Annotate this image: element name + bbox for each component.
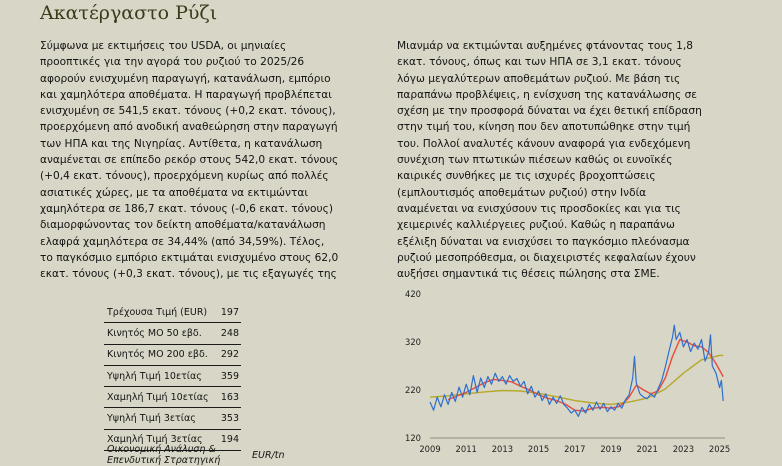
table-row (104, 387, 241, 408)
table-row (104, 408, 241, 429)
series-line-price (430, 325, 723, 416)
right-line: Μιανμάρ να εκτιμώνται αυξημένες φτάνοντας τους 1,8 (397, 40, 693, 52)
stat-value: 292 (209, 344, 241, 365)
price-stats-table (104, 302, 241, 451)
y-tick-label: 420 (405, 289, 421, 299)
left-line: ασιατικές χώρες, με τα αποθέματα να εκτιμώνται (40, 186, 308, 199)
right-line: καιρικές συνθήκες με τις ισχυρές βροχοπτώσεις (397, 170, 656, 183)
source-unit: EUR/tn (252, 450, 285, 461)
right-line: λόγω μεγαλύτερων αποθεμάτων ρυζιού. Με βάση τις (397, 72, 681, 85)
right-line: εξέλιξη δύναται να ενισχύσει το παγκόσμιο πλεόνασμα (397, 235, 690, 248)
source-label (107, 444, 220, 466)
stat-value: 197 (209, 302, 241, 323)
y-tick-label: 120 (405, 433, 421, 443)
right-line: αναμένεται να ενισχύσουν τις προσδοκίες και για τις (397, 202, 681, 215)
page-title: Ακατέργαστο Ρύζι (40, 2, 218, 24)
left-line: και χαμηλότερα αποθέματα. Η παραγωγή προβλέπεται (40, 88, 332, 101)
right-line: παραπάνω προβλέψεις, η ενίσχυση της κατανάλωσης σε (397, 88, 698, 101)
stat-value: 353 (209, 408, 241, 429)
right-line: χειμερινές καλλιέργειες ρυζιού. Καθώς η παραπάνω (397, 219, 675, 232)
left-line: ενισχυμένη σε 541,5 εκατ. τόνους (+0,2 εκατ. τόνους), (40, 105, 336, 118)
x-tick-label: 2023 (672, 444, 695, 454)
stat-label: Υψηλή Τιμή 10ετίας (104, 365, 209, 386)
x-tick-label: 2025 (708, 444, 731, 454)
x-tick-label: 2017 (564, 444, 586, 454)
x-tick-label: 2009 (419, 444, 441, 454)
price-chart (395, 285, 735, 461)
x-tick-label: 2015 (527, 444, 550, 454)
left-line: προερχόμενη από ανοδική αναθεώρηση στην παραγωγή (40, 121, 338, 134)
left-line: εκατ. τόνους (+0,3 εκατ. τόνους), με τις εξαγωγές της (40, 268, 337, 281)
left-line: χαμηλότερα σε 186,7 εκατ. τόνους (-0,6 εκατ. τόνους) (40, 202, 334, 215)
y-tick-label: 320 (405, 337, 421, 347)
table-row (104, 323, 241, 344)
x-tick-label: 2013 (491, 444, 514, 454)
left-line: διαμορφώνοντας τον δείκτη αποθέματα/κατανάλωση (40, 219, 326, 232)
left-line: ελαφρά χαμηλότερα σε 34,44% (από 34,59%). Τέλος, (40, 235, 325, 248)
article-column-right (397, 38, 702, 282)
y-tick-label: 220 (405, 385, 421, 395)
table-row (104, 365, 241, 386)
source-label-line-1: Οικονομική Ανάλυση & (107, 444, 216, 455)
stat-label: Χαμηλή Τιμή 3ετίας (104, 429, 209, 450)
table-row (104, 344, 241, 365)
right-line: του. Πολλοί αναλυτές κάνουν αναφορά για ενδεχόμενη (397, 137, 691, 150)
right-line: (εμπλουτισμός αποθεμάτων ρυζιού) στην Ινδία (397, 186, 647, 199)
stat-value: 359 (209, 365, 241, 386)
stat-label: Χαμηλή Τιμή 10ετίας (104, 387, 209, 408)
left-line: των ΗΠΑ και της Νιγηρίας. Αντίθετα, η κατανάλωση (40, 137, 323, 150)
stat-label: Υψηλή Τιμή 3ετίας (104, 408, 209, 429)
right-line: σχέση με την προσφορά δύναται να έχει θετική επίδραση (397, 105, 702, 118)
x-tick-label: 2011 (455, 444, 477, 454)
left-line: αναμένεται σε επίπεδο ρεκόρ στους 542,0 εκατ. τόνους (40, 154, 339, 167)
stat-label: Κινητός ΜΟ 200 εβδ. (104, 344, 209, 365)
left-line: αφορούν ενισχυμένη παραγωγή, κατανάλωση, εμπόριο (40, 72, 331, 85)
right-line: στην τιμή του, κίνηση που δεν αποτυπώθηκε στην τιμή (397, 121, 691, 134)
stat-value: 248 (209, 323, 241, 344)
stat-value: 163 (209, 387, 241, 408)
right-line: αυξήσει σημαντικά τις θέσεις πώλησης στα ΣΜΕ. (397, 268, 660, 281)
right-line: ρυζιού μεσοπρόθεσμα, οι διαχειριστές κεφαλαίων έχουν (397, 251, 696, 264)
left-line: (+0,4 εκατ. τόνους), προερχόμενη κυρίως από πολλές (40, 170, 329, 183)
right-line: εκατ. τόνους, όπως και των ΗΠΑ σε 3,1 εκατ. τόνους (397, 56, 682, 69)
table-row (104, 302, 241, 323)
left-line: το παγκόσμιο εμπόριο εκτιμάται ενισχυμένο στους 62,0 (40, 251, 339, 264)
left-line: Σύμφωνα με εκτιμήσεις του USDA, οι μηνιαίες (40, 40, 287, 52)
stat-label: Κινητός ΜΟ 50 εβδ. (104, 323, 209, 344)
right-line: συνέχιση των πτωτικών πιέσεων καθώς οι ευνοϊκές (397, 154, 673, 167)
article-column-left (40, 38, 338, 282)
x-tick-label: 2021 (636, 444, 658, 454)
left-line: προοπτικές για την αγορά του ρυζιού το 2025/26 (40, 56, 305, 69)
stat-value: 194 (209, 429, 241, 450)
x-tick-label: 2019 (600, 444, 622, 454)
source-label-line-2: Επενδυτική Στρατηγική (107, 455, 221, 466)
stat-label: Τρέχουσα Τιμή (EUR) (104, 302, 209, 323)
